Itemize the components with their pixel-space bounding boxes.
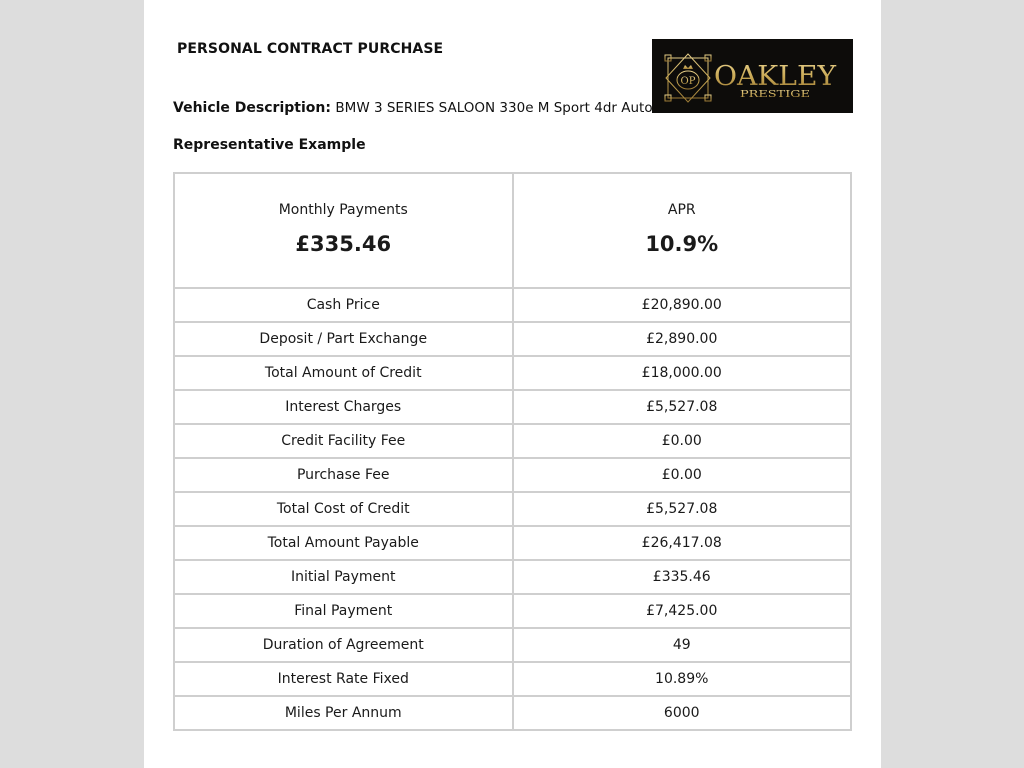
summary-row [174, 173, 851, 288]
row-label: Cash Price [174, 288, 513, 322]
table-row [174, 560, 851, 594]
section-heading: Representative Example [173, 137, 366, 153]
row-value: 6000 [513, 696, 852, 730]
row-label: Total Amount Payable [174, 526, 513, 560]
row-label: Total Cost of Credit [174, 492, 513, 526]
table-row [174, 628, 851, 662]
svg-text:OP: OP [680, 76, 696, 87]
row-label: Credit Facility Fee [174, 424, 513, 458]
apr-cell [513, 173, 852, 288]
table-row [174, 322, 851, 356]
row-value: £335.46 [513, 560, 852, 594]
vehicle-description-label: Vehicle Description: [173, 100, 331, 116]
row-value: £7,425.00 [513, 594, 852, 628]
row-value: 10.89% [513, 662, 852, 696]
table-row [174, 288, 851, 322]
table-row [174, 696, 851, 730]
table-row [174, 356, 851, 390]
monthly-payments-label: Monthly Payments [278, 202, 408, 218]
row-value: £0.00 [513, 424, 852, 458]
logo-graphic [652, 39, 853, 113]
row-label: Final Payment [174, 594, 513, 628]
svg-text:PRESTIGE: PRESTIGE [740, 90, 810, 100]
svg-text:OAKLEY: OAKLEY [714, 61, 838, 92]
row-label: Duration of Agreement [174, 628, 513, 662]
row-value: £5,527.08 [513, 390, 852, 424]
row-value: £5,527.08 [513, 492, 852, 526]
apr-value: 10.9% [645, 232, 719, 256]
row-value: £0.00 [513, 458, 852, 492]
finance-table [173, 172, 852, 731]
row-label: Initial Payment [174, 560, 513, 594]
row-label: Deposit / Part Exchange [174, 322, 513, 356]
row-value: 49 [513, 628, 852, 662]
table-row [174, 458, 851, 492]
vehicle-description-value: BMW 3 SERIES SALOON 330e M Sport 4dr Auto [335, 100, 653, 116]
document-title: PERSONAL CONTRACT PURCHASE [177, 41, 444, 57]
row-label: Interest Rate Fixed [174, 662, 513, 696]
apr-label: APR [667, 202, 696, 218]
table-row [174, 424, 851, 458]
table-row [174, 594, 851, 628]
row-value: £26,417.08 [513, 526, 852, 560]
row-label: Total Amount of Credit [174, 356, 513, 390]
row-label: Purchase Fee [174, 458, 513, 492]
table-row [174, 662, 851, 696]
row-value: £18,000.00 [513, 356, 852, 390]
vehicle-description [173, 100, 653, 116]
table-row [174, 492, 851, 526]
monthly-payments-value: £335.46 [295, 232, 392, 256]
crown-icon [683, 65, 693, 69]
monthly-payments-cell [174, 173, 513, 288]
table-row [174, 390, 851, 424]
row-value: £20,890.00 [513, 288, 852, 322]
row-label: Miles Per Annum [174, 696, 513, 730]
document-page [144, 0, 881, 768]
row-label: Interest Charges [174, 390, 513, 424]
row-value: £2,890.00 [513, 322, 852, 356]
oakley-prestige-logo [652, 39, 853, 113]
table-row [174, 526, 851, 560]
